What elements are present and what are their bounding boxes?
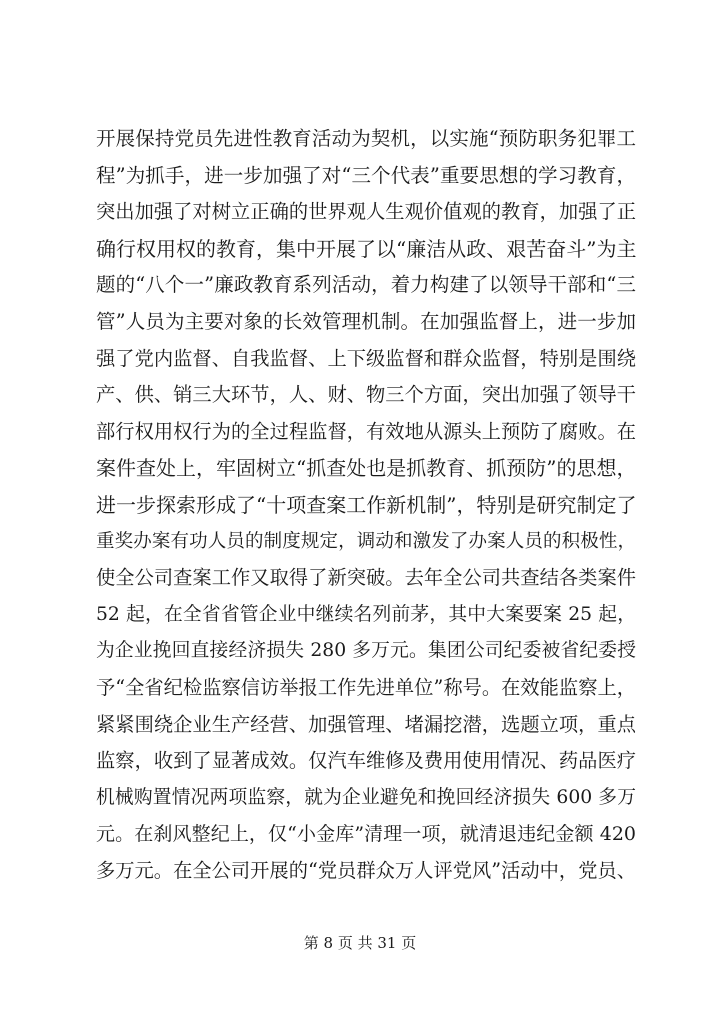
text-line-17: 紧紧围绕企业生产经营、加强管理、堵漏挖潜，选题立项，重点 — [96, 712, 636, 736]
text-line-16: 予“全省纪检监察信访举报工作先进单位”称号。在效能监察上， — [96, 675, 636, 699]
text-line-5: 题的“八个一”廉政教育系列活动，着力构建了以领导干部和“三 — [96, 273, 636, 297]
text-line-2: 程”为抓手，进一步加强了对“三个代表”重要思想的学习教育， — [96, 163, 636, 187]
text-line-11: 进一步探索形成了“十项查案工作新机制”，特别是研究制定了 — [96, 492, 637, 517]
text-line-8: 产、供、销三大环节，人、财、物三个方面，突出加强了领导干 — [96, 383, 636, 407]
text-line-18: 监察，收到了显著成效。仅汽车维修及费用使用情况、药品医疗 — [96, 749, 636, 773]
body-text — [96, 121, 636, 889]
text-line-21: 多万元。在全公司开展的“党员群众万人评党风”活动中，党员、 — [96, 858, 636, 882]
text-line-20: 元。在刹风整纪上，仅“小金库”清理一项，就清退违纪金额 420 — [96, 823, 636, 846]
page-footer — [0, 933, 720, 953]
text-line-4: 确行权用权的教育，集中开展了以“廉洁从政、艰苦奋斗”为主 — [96, 236, 637, 261]
text-line-12: 重奖办案有功人员的制度规定，调动和激发了办案人员的积极性， — [96, 530, 636, 552]
text-line-13: 使全公司查案工作又取得了新突破。去年全公司共查结各类案件 — [96, 566, 636, 590]
text-line-7: 强了党内监督、自我监督、上下级监督和群众监督，特别是围绕 — [96, 346, 636, 370]
page-number-label: 第 8 页 共 31 页 — [303, 934, 417, 952]
text-line-19: 机械购置情况两项监察，就为企业避免和挽回经济损失 600 多万 — [96, 786, 636, 808]
text-line-9: 部行权用权行为的全过程监督，有效地从源头上预防了腐败。在 — [96, 419, 636, 443]
text-line-10: 案件查处上，牢固树立“抓查处也是抓教育、抓预防”的思想， — [96, 456, 637, 481]
text-line-1: 开展保持党员先进性教育活动为契机，以实施“预防职务犯罪工 — [96, 127, 636, 150]
text-line-3: 突出加强了对树立正确的世界观人生观价值观的教育，加强了正 — [96, 200, 636, 224]
text-line-6: 管”人员为主要对象的长效管理机制。在加强监督上，进一步加 — [96, 309, 636, 333]
text-line-15: 为企业挽回直接经济损失 280 多万元。集团公司纪委被省纪委授 — [96, 640, 636, 662]
text-line-14: 52 起，在全省省管企业中继续名列前茅，其中大案要案 25 起， — [96, 603, 636, 625]
